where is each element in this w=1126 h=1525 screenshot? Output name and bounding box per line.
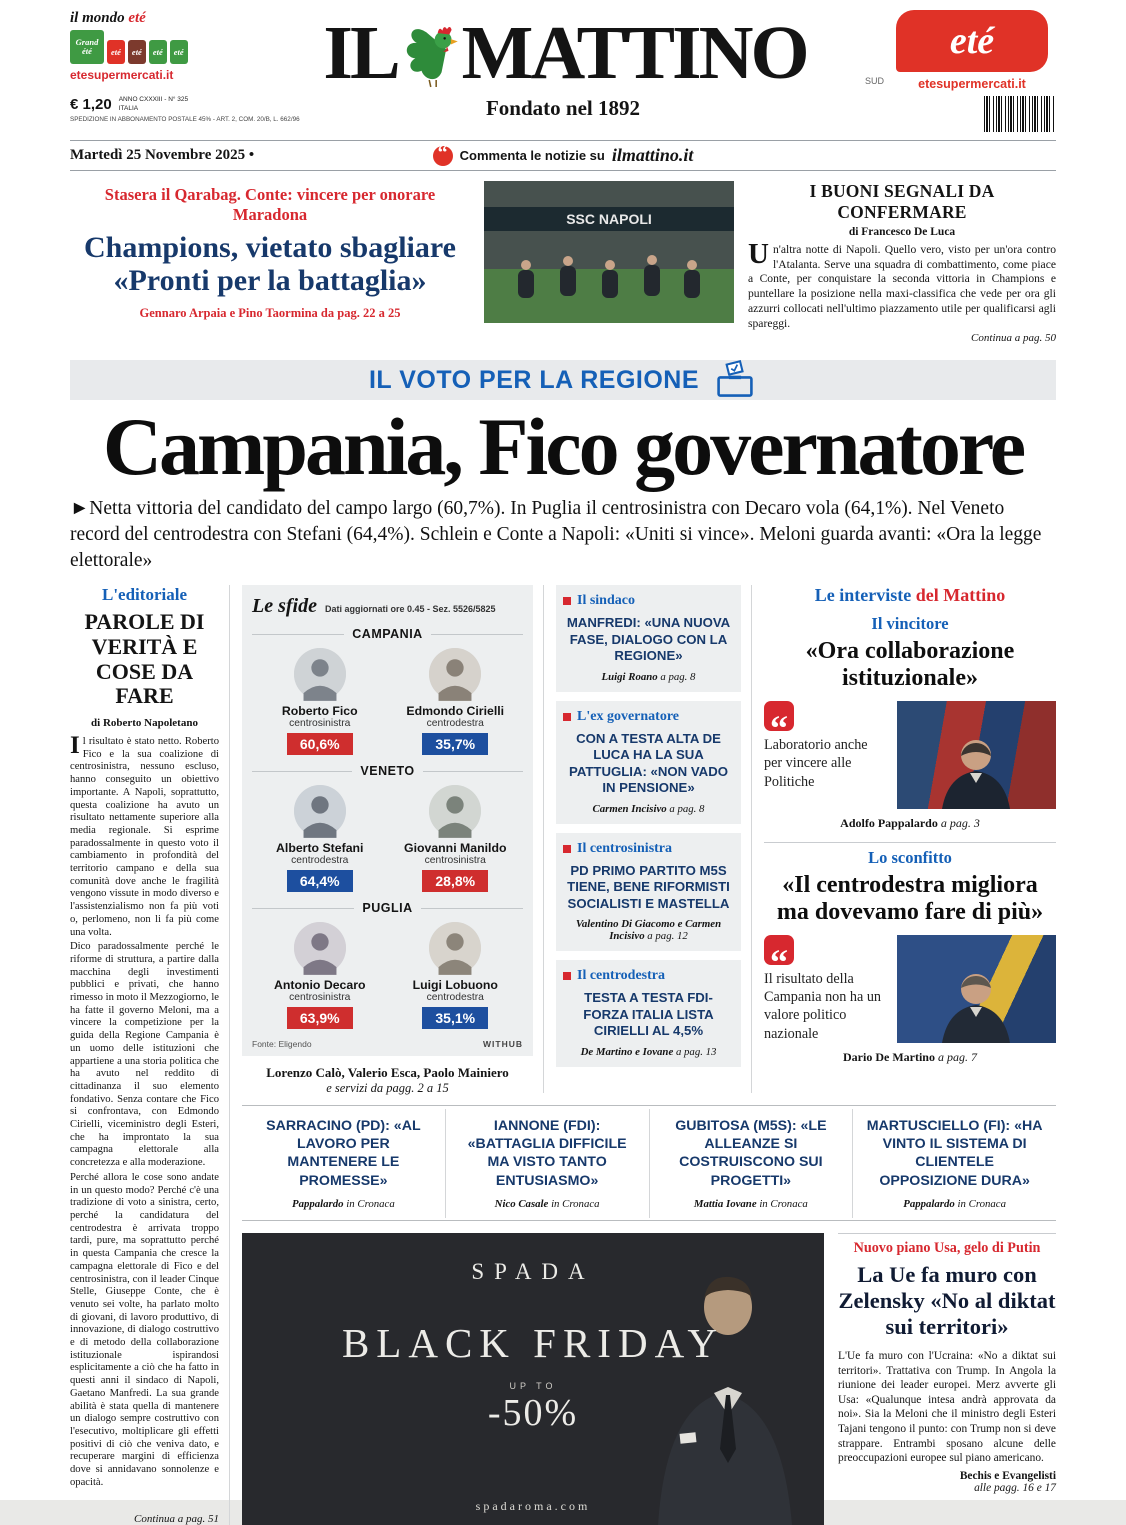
quote-title: IANNONE (FDI): «BATTAGLIA DIFFICILE MA VISTO TANTO ENTUSIASMO» bbox=[467, 1117, 627, 1189]
ukraine-kicker: Nuovo piano Usa, gelo di Putin bbox=[853, 1240, 1041, 1257]
candidate-percentage: 28,8% bbox=[422, 870, 488, 892]
interview-winner bbox=[764, 614, 1056, 831]
interviews-column bbox=[764, 585, 1056, 1093]
interview-pages: a pag. 3 bbox=[940, 816, 980, 831]
ukraine-body: L'Ue fa muro con l'Ucraina: «No a diktat sui territori». Trattativa con Trump. In Angola la riunione dei leader europei. Merz avverte gli Usa: «Qualunque intesa andrà approvata da noi». Sia la Meloni che il ministro degli Esteri Tajani tengono il punto: con Trump non si deve strappare. Entrambi sposano alcune delle preoccupazioni europee sul piano americano. bbox=[838, 1350, 1056, 1465]
ete-left-site: etesupermercati.it bbox=[70, 68, 174, 82]
candidate-avatar bbox=[294, 922, 346, 974]
row-bottom bbox=[242, 1233, 1056, 1525]
brief-byline: Carmen Incisivo bbox=[592, 802, 667, 815]
editorial-paragraph: Perché allora le cose sono andate in un questo modo? Perché c'è una tradizione di voto a sinistra, certo, perché la candidatura del centrodestra è arrivata troppo tardi, pure, ma soprattutto perché in questa Campania che cresce la campagna elettorale di Fico e del centrosinistra, con il leader Cinque Stelle, Giuseppe Conte, che è venuto sei volte, ha parlato molto di giovani, di lavoro produttivo, di innovazione, di dialogo costruttivo e di metodo della collaborazione istituzionale ispirandosi esplicitamente a ciò che ha fatto in questi anni il sindaco di Napoli, Gaetano Manfredi. La sua grande abilità è stata quella di mantenere un dialogo sempre costruttivo con l'esecutivo, moltiplicare gli effetti positivi di ciò che veniva dato, e recuperare margini di efficienza dove si annidavano sonnolenze e opacità. bbox=[70, 1171, 219, 1488]
infographic-title: Le sfide bbox=[252, 595, 317, 618]
right-area bbox=[242, 585, 1056, 1525]
interview-caption: Laboratorio anche per vincere alle Politiche bbox=[764, 737, 868, 790]
region-header bbox=[252, 764, 523, 778]
brief-pages: a pag. 8 bbox=[660, 670, 696, 683]
quote-byline: Nico Casale bbox=[494, 1198, 549, 1211]
top-story bbox=[0, 171, 1126, 356]
brief-title: CON A TESTA ALTA DE LUCA HA LA SUA PATTUGLIA: «NON VADO IN PENSIONE» bbox=[569, 730, 728, 796]
briefs-column bbox=[556, 585, 752, 1093]
quote-icon bbox=[764, 701, 794, 731]
candidate-avatar bbox=[294, 785, 346, 837]
brief-byline: De Martino e Iovane bbox=[580, 1045, 674, 1058]
price-block bbox=[70, 96, 330, 123]
comment-site: ilmattino.it bbox=[611, 145, 694, 165]
editorial-label: L'editoriale bbox=[102, 585, 187, 605]
quote-section: in Cronaca bbox=[551, 1198, 600, 1211]
brief-pages: a pag. 12 bbox=[647, 930, 688, 943]
ukraine-title: La Ue fa muro con Zelensky «No al diktat sui territori» bbox=[838, 1262, 1056, 1340]
ete-tagline bbox=[70, 10, 242, 27]
interview-byline: Dario De Martino bbox=[843, 1049, 935, 1064]
brief-pages: a pag. 8 bbox=[669, 802, 705, 815]
bullet-square-icon bbox=[563, 845, 571, 853]
brief-pages: a pag. 13 bbox=[675, 1045, 717, 1058]
winner-photo bbox=[897, 701, 1056, 809]
quote-section: in Cronaca bbox=[759, 1198, 808, 1211]
side-author: di Francesco De Luca bbox=[848, 226, 956, 238]
brief-title: MANFREDI: «UNA NUOVA FASE, DIALOGO CON LA REGIONE» bbox=[566, 615, 731, 664]
region-header bbox=[252, 901, 523, 915]
brief-item bbox=[556, 833, 741, 952]
interview-byline: Adolfo Pappalardo bbox=[840, 816, 938, 831]
price: € 1,20 bbox=[70, 96, 112, 113]
interview-loser bbox=[764, 848, 1056, 1065]
ete-right-site: etesupermercati.it bbox=[918, 77, 1026, 91]
editorial-dropcap: I bbox=[70, 731, 80, 759]
infographic-authors: Lorenzo Calò, Valerio Esca, Paolo Mainiero bbox=[266, 1065, 509, 1081]
barcode bbox=[984, 96, 1056, 132]
candidate-card bbox=[388, 648, 524, 755]
region-row bbox=[252, 785, 523, 892]
top-story-headline bbox=[70, 231, 470, 297]
comment-text: Commenta le notizie su bbox=[459, 148, 605, 163]
body-grid bbox=[70, 585, 1056, 1525]
region-header bbox=[252, 627, 523, 641]
candidate-card bbox=[252, 648, 388, 755]
quote-byline: Pappalardo bbox=[291, 1198, 344, 1211]
lead-subhead: ►Netta vittoria del candidato del campo largo (60,7%). In Puglia il centrosinistra con Decaro vola (64,1%). Nel Veneto record del centrodestra con Stefani (64,4%). Schlein e Conte a Napoli: «Uniti si vince». Meloni guarda avanti: «Ora la legge elettorale» bbox=[70, 498, 1042, 571]
candidate-party: centrosinistra bbox=[289, 992, 351, 1004]
ukraine-byline: Bechis e Evangelisti bbox=[959, 1469, 1056, 1482]
ukraine-pages: alle pagg. 16 e 17 bbox=[974, 1481, 1056, 1494]
ete-logo-icon: eté bbox=[149, 40, 167, 64]
quote-title: MARTUSCIELLO (FI): «HA VINTO IL SISTEMA DI CLIENTELE OPPOSIZIONE DURA» bbox=[866, 1117, 1043, 1189]
shipping-note: SPEDIZIONE IN ABBONAMENTO POSTALE 45% - ART. 2, COM. 20/B, L. 662/96 bbox=[70, 116, 300, 123]
spada-headline: BLACK FRIDAY bbox=[341, 1320, 725, 1367]
top-story-headline-line2: «Pronti per la battaglia» bbox=[113, 264, 427, 297]
brief-byline: Luigi Roano bbox=[601, 670, 658, 683]
interview-label: Il vincitore bbox=[871, 614, 949, 634]
section-band-title: IL VOTO PER LA REGIONE bbox=[368, 365, 700, 394]
candidate-name: Edmondo Cirielli bbox=[406, 704, 505, 719]
candidate-party: centrodestra bbox=[426, 992, 484, 1004]
top-story-byline: Gennaro Arpaia e Pino Taormina da pag. 22 a 25 bbox=[139, 306, 401, 320]
quote-item bbox=[852, 1109, 1056, 1219]
side-title: I BUONI SEGNALI DA CONFERMARE bbox=[809, 181, 995, 222]
ete-logo-row bbox=[70, 30, 242, 64]
candidate-party: centrosinistra bbox=[289, 718, 351, 730]
divider bbox=[764, 842, 1056, 843]
brief-label: Il centrodestra bbox=[577, 968, 665, 984]
ukraine-story bbox=[838, 1233, 1056, 1525]
candidate-name: Luigi Lobuono bbox=[412, 978, 498, 993]
brief-item bbox=[556, 585, 741, 692]
infographic-source: Fonte: Eligendo bbox=[252, 1039, 312, 1050]
editorial-paragraph: l risultato è stato netto. Roberto Fico e la sua coalizione di centrosinistra, nessuno escluso, hanno conseguito un obiettivo importante. A Napoli, soprattutto, questa coalizione ha avuto un risultato nettamente superiore alla media regionale. Si esprime paradossalmente in questo voto il cambiamento in profondità del territorio campano e della sua comunità dove anche le fragilità vengono vissute in modo diverso e l'assistenzialismo non fa più voti o, perlomeno, non li fa più come una volta. bbox=[70, 735, 219, 938]
ete-ad-left bbox=[70, 10, 242, 82]
spada-advertisement bbox=[242, 1233, 824, 1525]
quote-item bbox=[649, 1109, 853, 1219]
ete-logo-icon: eté bbox=[107, 40, 125, 64]
quote-title: SARRACINO (PD): «AL LAVORO PER MANTENERE LE PROMESSE» bbox=[266, 1117, 421, 1189]
spada-upto: UP TO bbox=[509, 1381, 557, 1392]
masthead-il: IL bbox=[323, 10, 398, 95]
side-continua: Continua a pag. 50 bbox=[971, 332, 1056, 345]
region-row bbox=[252, 648, 523, 755]
edition-label: SUD bbox=[864, 76, 884, 86]
candidate-card bbox=[252, 785, 388, 892]
candidate-party: centrosinistra bbox=[424, 855, 486, 867]
interviews-header-red: del Mattino bbox=[915, 585, 1006, 606]
ete-logo-icon: Grand été bbox=[70, 30, 104, 64]
barcode-wrap bbox=[796, 96, 1056, 132]
region-name: VENETO bbox=[360, 764, 415, 779]
infographic-services: e servizi da pagg. 2 a 15 bbox=[326, 1081, 449, 1096]
region-name: CAMPANIA bbox=[352, 627, 423, 642]
quote-section: in Cronaca bbox=[346, 1198, 395, 1211]
editorial-body bbox=[70, 731, 219, 1511]
ete-logo-icon: eté bbox=[128, 40, 146, 64]
ete-right-logo: eté bbox=[896, 10, 1048, 72]
quote-icon bbox=[764, 935, 794, 965]
header bbox=[0, 0, 1126, 94]
section-band bbox=[70, 360, 1056, 400]
candidate-name: Giovanni Manildo bbox=[404, 841, 507, 856]
interviews-header-blue: Le interviste bbox=[814, 585, 912, 606]
napoli-training-photo bbox=[484, 181, 734, 323]
quote-byline: Mattia Iovane bbox=[693, 1198, 757, 1211]
brief-byline: Valentino Di Giacomo e Carmen Incisivo bbox=[575, 918, 722, 943]
candidate-avatar bbox=[429, 785, 481, 837]
infographic-credit: WITHUB bbox=[483, 1039, 523, 1050]
top-story-side bbox=[748, 181, 1056, 346]
masthead bbox=[242, 10, 888, 94]
top-story-main bbox=[70, 181, 470, 346]
brief-label: Il sindaco bbox=[577, 593, 635, 609]
founded-label: Fondato nel 1892 bbox=[485, 96, 640, 120]
quote-title: GUBITOSA (M5S): «LE ALLEANZE SI COSTRUISCONO SUI PROGETTI» bbox=[675, 1117, 827, 1189]
header-meta bbox=[0, 96, 1126, 132]
editorial-author: di Roberto Napoletano bbox=[91, 716, 198, 729]
brief-item bbox=[556, 701, 741, 824]
candidate-card bbox=[388, 922, 524, 1029]
infographic-subtitle: Dati aggiornati ore 0.45 - Sez. 5526/5825 bbox=[324, 604, 496, 615]
brief-label: L'ex governatore bbox=[577, 708, 679, 724]
comment-cta bbox=[433, 145, 694, 166]
masthead-mattino: MATTINO bbox=[461, 10, 807, 95]
candidate-percentage: 35,7% bbox=[422, 733, 488, 755]
candidate-percentage: 64,4% bbox=[287, 870, 353, 892]
brief-item bbox=[556, 960, 741, 1067]
ete-logo-icon: eté bbox=[170, 40, 188, 64]
quote-byline: Pappalardo bbox=[903, 1198, 955, 1211]
top-story-headline-line1: Champions, vietato sbagliare bbox=[84, 231, 456, 264]
interview-pages: a pag. 7 bbox=[937, 1049, 977, 1064]
photo-banner-text: SSC NAPOLI bbox=[566, 211, 652, 227]
brief-title: TESTA A TESTA FDI-FORZA ITALIA LISTA CIRIELLI AL 4,5% bbox=[583, 990, 714, 1039]
candidate-party: centrodestra bbox=[291, 855, 349, 867]
bullet-square-icon bbox=[563, 713, 571, 721]
bullet-square-icon bbox=[563, 972, 571, 980]
candidate-avatar bbox=[429, 922, 481, 974]
person-silhouette bbox=[928, 967, 1024, 1043]
issue-number: ANNO CXXXIII - N° 325 bbox=[118, 96, 189, 104]
quote-item bbox=[242, 1109, 445, 1219]
region-row bbox=[252, 922, 523, 1029]
candidate-name: Roberto Fico bbox=[281, 704, 358, 719]
quote-item bbox=[445, 1109, 649, 1219]
napoli-photo-graphic bbox=[484, 181, 734, 323]
candidate-avatar bbox=[429, 648, 481, 700]
issue-info bbox=[119, 96, 188, 112]
interviews-header bbox=[764, 585, 1056, 609]
spada-discount: -50% bbox=[487, 1392, 579, 1435]
editorial-continua: Continua a pag. 51 bbox=[134, 1513, 219, 1525]
loser-photo bbox=[897, 935, 1056, 1043]
side-body bbox=[748, 238, 1056, 346]
brief-label: Il centrosinistra bbox=[577, 840, 673, 856]
ete-ad-right bbox=[888, 10, 1056, 91]
candidate-party: centrodestra bbox=[426, 718, 484, 730]
quote-section: in Cronaca bbox=[957, 1198, 1007, 1211]
ballot-box-icon bbox=[713, 361, 757, 399]
region-name: PUGLIA bbox=[362, 901, 413, 916]
candidate-percentage: 60,6% bbox=[287, 733, 353, 755]
issue-country: ITALIA bbox=[118, 104, 139, 112]
interview-title: «Il centrodestra migliora ma dovevamo fare di più» bbox=[776, 872, 1044, 926]
candidate-percentage: 35,1% bbox=[422, 1007, 488, 1029]
candidate-percentage: 63,9% bbox=[287, 1007, 353, 1029]
brief-title: PD PRIMO PARTITO M5S TIENE, BENE RIFORMISTI SOCIALISTI E MASTELLA bbox=[567, 862, 730, 911]
editorial-title: PAROLE DI VERITÀ E COSE DA FARE bbox=[84, 609, 205, 709]
comment-quote-icon bbox=[433, 146, 453, 166]
infographic-column bbox=[242, 585, 544, 1096]
candidate-card bbox=[388, 785, 524, 892]
date-row bbox=[70, 140, 1056, 171]
rooster-icon bbox=[403, 12, 457, 94]
editorial-column bbox=[70, 585, 230, 1525]
ete-tagline-prefix: il mondo bbox=[70, 10, 125, 26]
editorial-paragraph: Dico paradossalmente perché le riforme di struttura, a partire dalla macchina degli investimenti pubblici e privati, che hanno rimesso in moto il Mezzogiorno, le ha fatte il governo Meloni, ma a vincere la competizione per la guida della Regione Campania è un uomo delle istituzioni che appartiene a una storia politica che ha avuto nel reddito di cittadinanza il suo elemento fondativo. Senza contare che Fico si confrontava, con Edmondo Cirielli, viceministro degli Esteri, che ha improntato la sua campagna elettorale alla concretezza e alla moderazione. bbox=[70, 941, 219, 1169]
main-headline: Campania, Fico governatore bbox=[102, 401, 1024, 493]
quotes-strip bbox=[242, 1105, 1056, 1221]
candidate-name: Alberto Stefani bbox=[276, 841, 364, 856]
person-silhouette bbox=[928, 733, 1024, 809]
row-top bbox=[242, 585, 1056, 1096]
interview-caption: Il risultato della Campania non ha un valore politico nazionale bbox=[764, 970, 882, 1042]
ete-tagline-brand: eté bbox=[128, 10, 146, 26]
candidate-avatar bbox=[294, 648, 346, 700]
top-story-kicker: Stasera il Qarabag. Conte: vincere per onorare Maradona bbox=[104, 185, 436, 224]
interview-title: «Ora collaborazione istituzionale» bbox=[805, 638, 1015, 692]
side-dropcap: U bbox=[748, 238, 769, 270]
infographic-card bbox=[242, 585, 533, 1056]
date: Martedì 25 Novembre 2025 • bbox=[70, 147, 255, 163]
side-body-text: n'altra notte di Napoli. Quello vero, visto per un'ora contro l'Atalanta. Serve una squadra di combattimento, come piace a Conte, per conquistare la seconda vittoria in Champions e puntellare la posizione nella maxi-classifica che vede per ora gli azzurri collocati nell'ultimo piazzamento utile per qualificarsi agli spareggi. bbox=[748, 243, 1056, 330]
spada-site: spadaroma.com bbox=[475, 1499, 591, 1514]
candidate-card bbox=[252, 922, 388, 1029]
bullet-square-icon bbox=[563, 597, 571, 605]
candidate-name: Antonio Decaro bbox=[273, 978, 366, 993]
interview-label: Lo sconfitto bbox=[868, 848, 952, 868]
spada-brand: SPADA bbox=[471, 1259, 595, 1285]
